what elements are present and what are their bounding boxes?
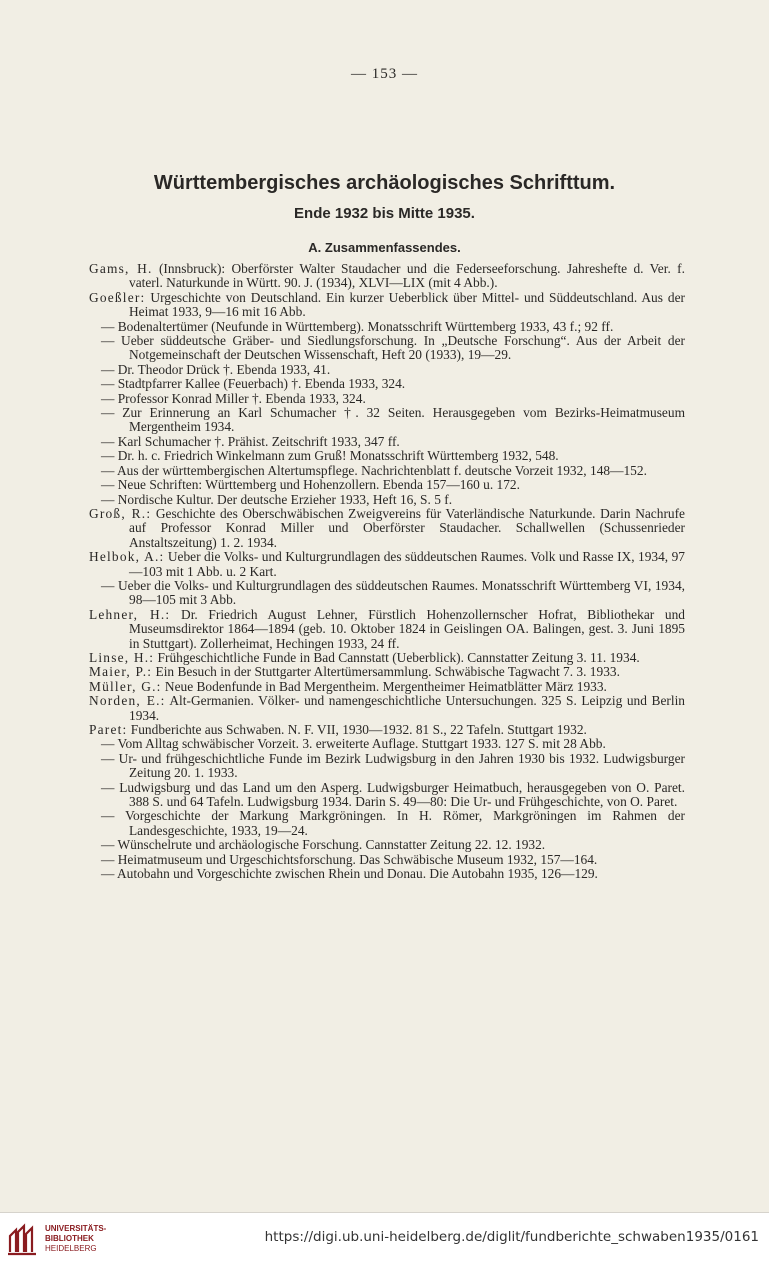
entry-author: Groß, R.: bbox=[89, 505, 152, 521]
footer-bar bbox=[0, 1212, 769, 1268]
page-url-link[interactable]: https://digi.ub.uni-heidelberg.de/diglit/fundberichte_schwaben1935/0161 bbox=[264, 1229, 759, 1245]
bibliography-entry bbox=[89, 579, 685, 608]
entry-text: Geschichte des Oberschwäbischen Zweigvereins für Vaterländische Naturkunde. Darin Nachrufe auf Professor Konrad Miller und Oberförster Staudacher. Schallwellen (Schussenrieder Anstaltszeitung) 1. 2. 1934. bbox=[129, 505, 686, 550]
page-title: Württembergisches archäologisches Schrifttum. bbox=[153, 172, 616, 194]
entry-author: Lehner, H.: bbox=[89, 606, 171, 622]
bibliography-entry bbox=[89, 377, 685, 391]
library-line-3: HEIDELBERG bbox=[45, 1244, 97, 1253]
bibliography-entry bbox=[89, 493, 685, 507]
entry-text: — Neue Schriften: Württemberg und Hohenzollern. Ebenda 157—160 u. 172. bbox=[101, 477, 520, 493]
bibliography-entry bbox=[89, 809, 685, 838]
entry-author: Goeßler: bbox=[89, 289, 146, 305]
bibliography-entry bbox=[89, 363, 685, 377]
page-number: — 153 — bbox=[351, 66, 418, 82]
library-logo-icon[interactable] bbox=[6, 1222, 42, 1258]
bibliography-entry bbox=[89, 449, 685, 463]
bibliography-entry bbox=[89, 392, 685, 406]
bibliography-entry bbox=[89, 550, 685, 579]
entry-text: — Heimatmuseum und Urgeschichtsforschung. Das Schwäbische Museum 1932, 157—164. bbox=[101, 851, 598, 867]
bibliography-entry bbox=[89, 867, 685, 881]
entry-author: Helbok, A.: bbox=[89, 549, 165, 565]
bibliography-entry bbox=[89, 464, 685, 478]
entry-text: Urgeschichte von Deutschland. Ein kurzer Ueberblick über Mittel- und Süddeutschland. Aus der Heimat 1933, 9—16 mit 16 Abb. bbox=[129, 289, 685, 320]
entry-text: — Bodenaltertümer (Neufunde in Württemberg). Monatsschrift Württemberg 1933, 43 f.; 92 ff. bbox=[101, 318, 614, 334]
entry-text: — Stadtpfarrer Kallee (Feuerbach) †. Ebenda 1933, 324. bbox=[101, 376, 406, 392]
bibliography-entry bbox=[89, 320, 685, 334]
bibliography-entry bbox=[89, 665, 685, 679]
bibliography-entry bbox=[89, 781, 685, 810]
library-line-1: UNIVERSITÄTS- bbox=[45, 1224, 107, 1233]
bibliography-entry bbox=[89, 478, 685, 492]
entry-text: Ueber die Volks- und Kulturgrundlagen des süddeutschen Raumes. Volk und Rasse IX, 1934, 97—103 mit 1 Abb. u. 2 Kart. bbox=[129, 549, 685, 579]
entry-text: Alt-Germanien. Völker- und namengeschichtliche Untersuchungen. 325 S. Leipzig und Berlin 1934. bbox=[129, 693, 685, 723]
entry-text: — Ludwigsburg und das Land um den Asperg. Ludwigsburger Heimatbuch, herausgegeben von O. Paret. 388 S. und 64 Tafeln. Ludwigsburg 1934. Darin S. 49—80: Die Ur- und Frühgeschichte, von O. Paret. bbox=[101, 779, 685, 810]
entry-text: (Innsbruck): Oberförster Walter Staudacher und die Federseeforschung. Jahreshefte d. Ver. f. vaterl. Naturkunde in Württ. 90. J. (1934), XLVI—LIX (mit 4 Abb.). bbox=[129, 261, 685, 291]
entry-text: — Vom Alltag schwäbischer Vorzeit. 3. erweiterte Auflage. Stuttgart 1933. 127 S. mit 28 Abb. bbox=[101, 736, 606, 752]
bibliography-entry bbox=[89, 291, 685, 320]
bibliography-entry bbox=[89, 694, 685, 723]
entry-text: — Aus der württembergischen Altertumspflege. Nachrichtenblatt f. deutsche Vorzeit 1932, 148—152. bbox=[101, 462, 647, 478]
entry-author: Müller, G.: bbox=[89, 678, 162, 694]
entry-author: Maier, P.: bbox=[89, 664, 153, 680]
entry-text: — Wünschelrute und archäologische Forschung. Cannstatter Zeitung 22. 12. 1932. bbox=[101, 837, 546, 853]
entry-author: Paret: bbox=[89, 722, 128, 737]
entry-author: Norden, E.: bbox=[89, 693, 166, 709]
entry-text: — Karl Schumacher †. Prähist. Zeitschrift 1933, 347 ff. bbox=[101, 433, 400, 449]
bibliography-list bbox=[89, 262, 685, 881]
entry-text: — Zur Erinnerung an Karl Schumacher †. 32 Seiten. Herausgegeben vom Bezirks-Heimatmuseum Mergentheim 1934. bbox=[101, 405, 685, 435]
entry-text: — Ueber die Volks- und Kulturgrundlagen des süddeutschen Raumes. Monatsschrift Württemberg VI, 1934, 98—105 mit 3 Abb. bbox=[101, 577, 685, 608]
bibliography-entry bbox=[89, 737, 685, 751]
entry-text: Fundberichte aus Schwaben. N. F. VII, 1930—1932. 81 S., 22 Tafeln. Stuttgart 1932. bbox=[127, 722, 587, 737]
entry-text: — Nordische Kultur. Der deutsche Erzieher 1933, Heft 16, S. 5 f. bbox=[101, 491, 453, 507]
bibliography-entry bbox=[89, 334, 685, 363]
bibliography-entry bbox=[89, 723, 685, 737]
library-name bbox=[45, 1224, 106, 1254]
bibliography-entry bbox=[89, 608, 685, 651]
entry-text: — Vorgeschichte der Markung Markgröningen. In H. Römer, Markgröningen im Rahmen der Landesgeschichte, 1933, 19—24. bbox=[101, 808, 685, 838]
entry-author: Gams, H. bbox=[89, 261, 153, 276]
library-line-2: BIBLIOTHEK bbox=[45, 1234, 94, 1243]
bibliography-entry bbox=[89, 507, 685, 550]
bibliography-entry bbox=[89, 752, 685, 781]
entry-text: Frühgeschichtliche Funde in Bad Cannstatt (Ueberblick). Cannstatter Zeitung 3. 11. 1934. bbox=[154, 649, 640, 665]
entry-text: — Ur- und frühgeschichtliche Funde im Bezirk Ludwigsburg in den Jahren 1930 bis 1932. Ludwigsburger Zeitung 20. 1. 1933. bbox=[101, 750, 685, 781]
entry-text: — Ueber süddeutsche Gräber- und Siedlungsforschung. In „Deutsche Forschung“. Aus der Arbeit der Notgemeinschaft der Deutschen Wissenschaft, Heft 20 (1933), 19—29. bbox=[101, 333, 685, 363]
entry-text: — Dr. h. c. Friedrich Winkelmann zum Gruß! Monatsschrift Württemberg 1932, 548. bbox=[101, 448, 559, 464]
bibliography-entry bbox=[89, 262, 685, 291]
entry-text: Neue Bodenfunde in Bad Mergentheim. Mergentheimer Heimatblätter März 1933. bbox=[161, 678, 607, 694]
bibliography-entry bbox=[89, 435, 685, 449]
bibliography-entry bbox=[89, 838, 685, 852]
bibliography-entry bbox=[89, 651, 685, 665]
entry-text: Ein Besuch in der Stuttgarter Altertümersammlung. Schwäbische Tagwacht 7. 3. 1933. bbox=[152, 664, 620, 680]
bibliography-entry bbox=[89, 853, 685, 867]
entry-text: — Autobahn und Vorgeschichte zwischen Rhein und Donau. Die Autobahn 1935, 126—129. bbox=[101, 866, 598, 882]
section-heading: A. Zusammenfassendes. bbox=[308, 240, 461, 255]
bibliography-entry bbox=[89, 680, 685, 694]
entry-text: — Dr. Theodor Drück †. Ebenda 1933, 41. bbox=[101, 361, 331, 377]
page-subtitle: Ende 1932 bis Mitte 1935. bbox=[294, 205, 475, 222]
entry-text: — Professor Konrad Miller †. Ebenda 1933, 324. bbox=[101, 390, 366, 406]
entry-author: Linse, H.: bbox=[89, 649, 155, 665]
bibliography-entry bbox=[89, 406, 685, 435]
entry-text: Dr. Friedrich August Lehner, Fürstlich Hohenzollernscher Hofrat, Bibliothekar und Museumsdirektor 1864—1894 (geb. 10. Oktober 1824 in Geislingen OA. Balingen, gest. 3. Juni 1895 in Stuttgart). Zollerheimat, Hechingen 1933, 24 ff. bbox=[129, 606, 685, 651]
